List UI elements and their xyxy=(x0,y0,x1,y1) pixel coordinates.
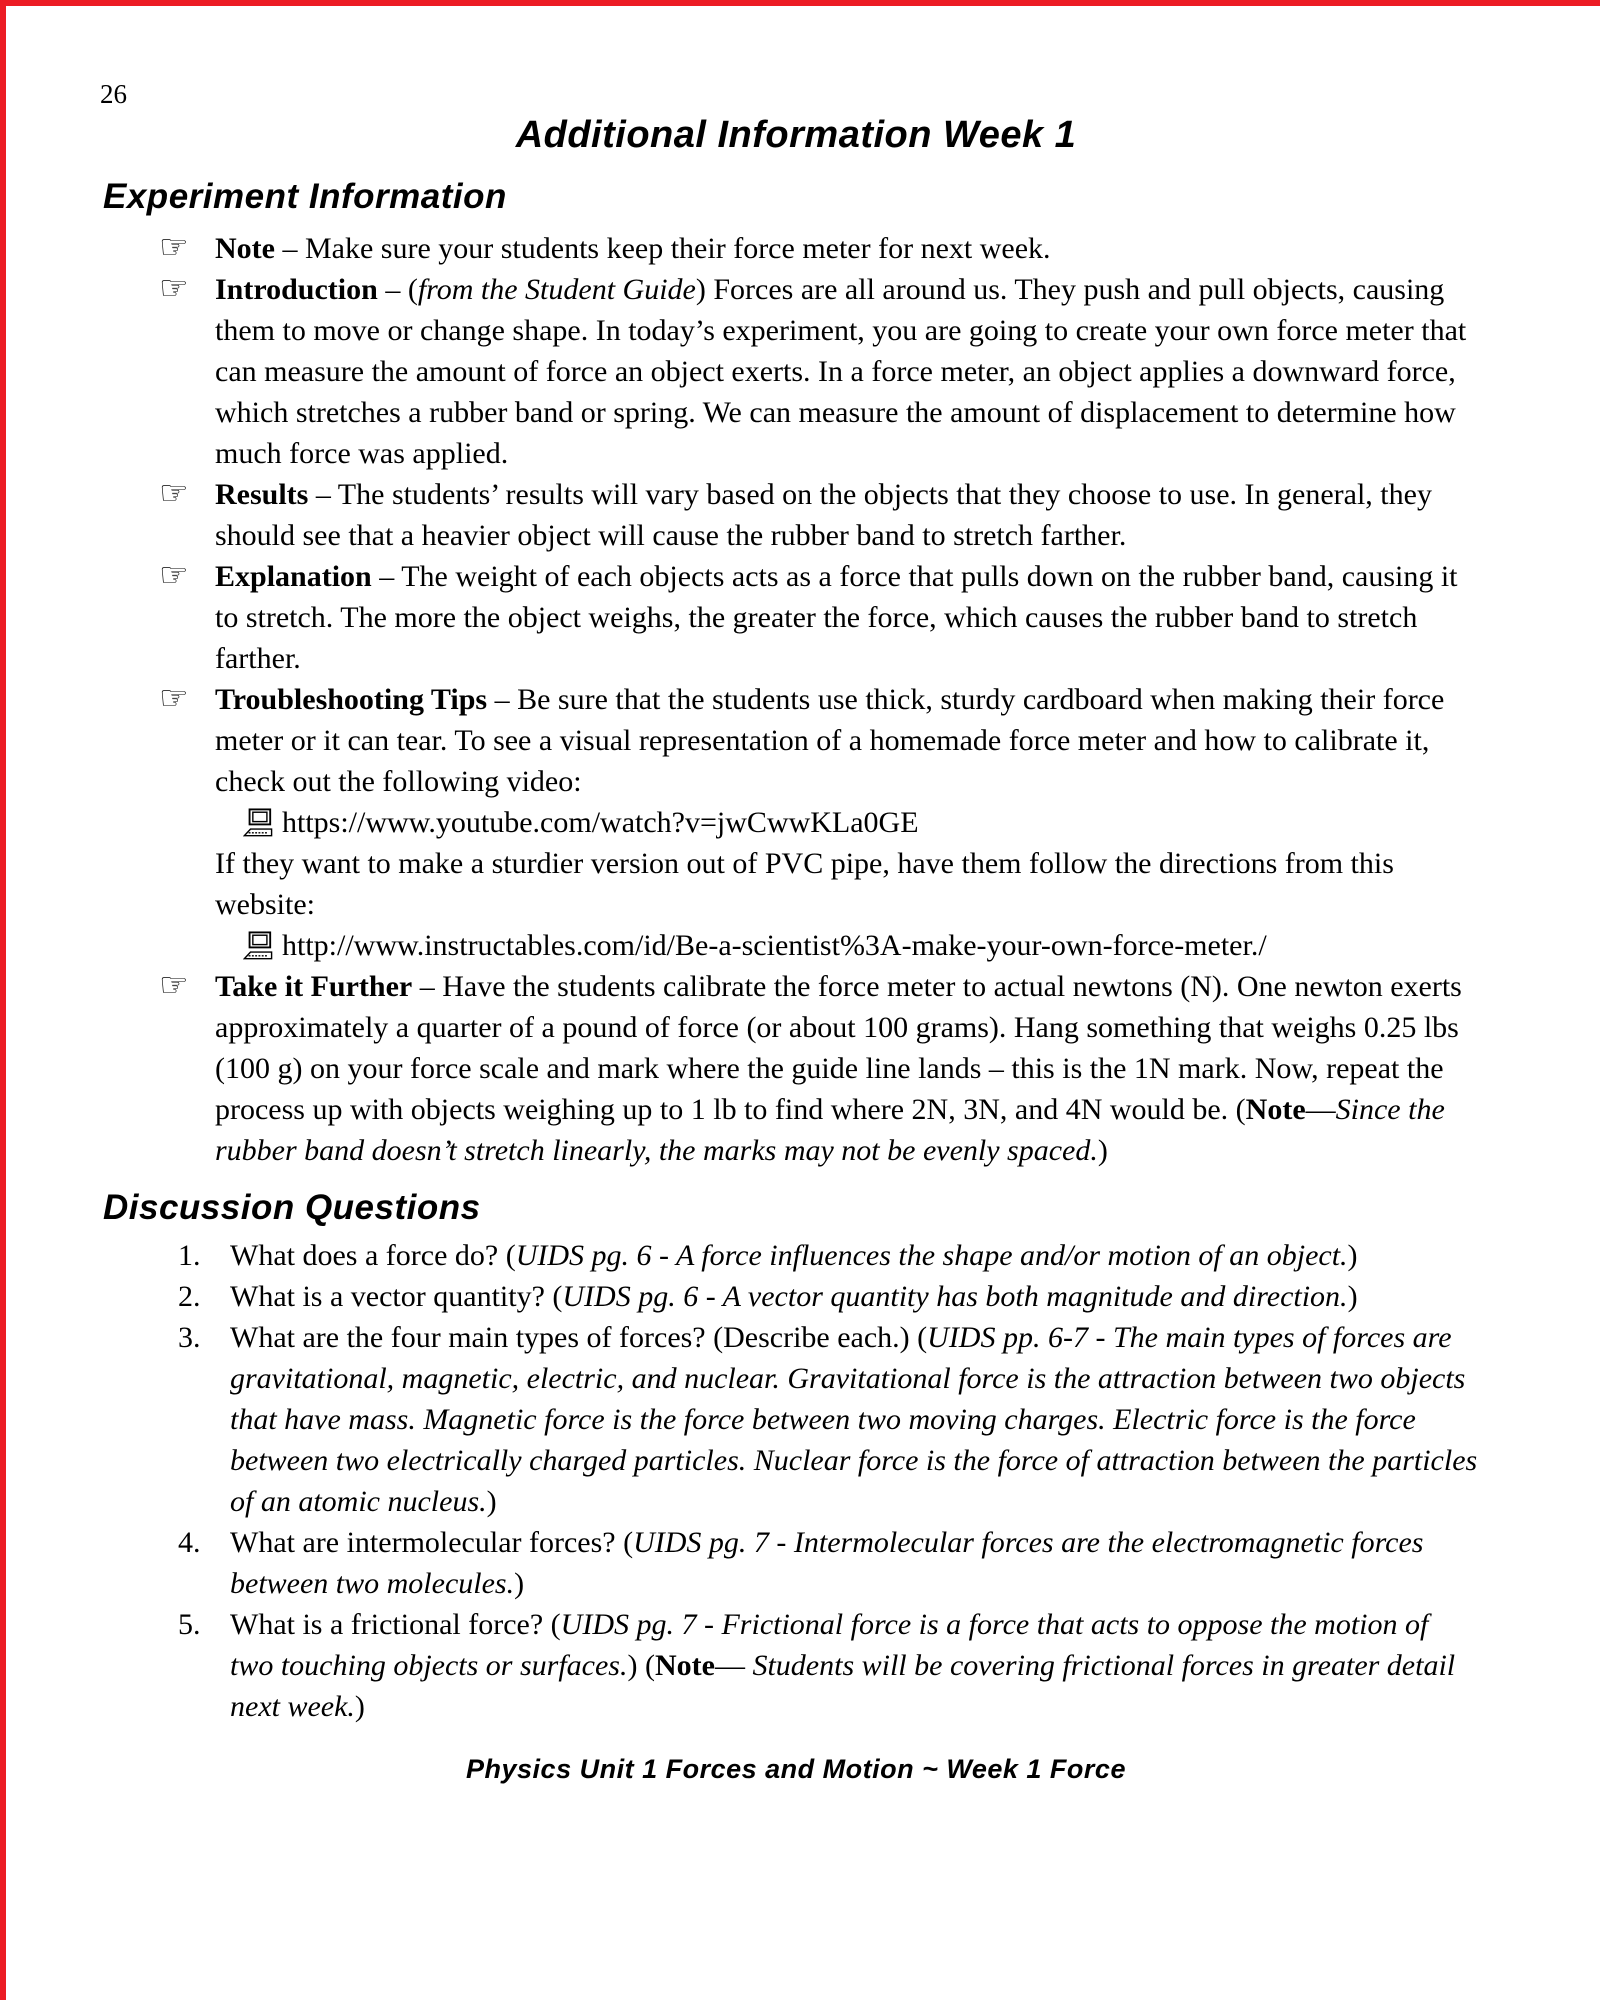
url-text[interactable]: https://www.youtube.com/watch?v=jwCwwKLa0GE xyxy=(282,806,919,839)
computer-icon xyxy=(243,931,273,961)
question-text xyxy=(230,1235,1478,1276)
experiment-item xyxy=(159,228,1477,269)
text-run: What is a vector quantity? ( xyxy=(230,1280,563,1313)
text-run: – Make sure your students keep their force meter for next week. xyxy=(274,232,1051,265)
text-run: What is a frictional force? ( xyxy=(230,1608,561,1641)
text-run: What does a force do? ( xyxy=(230,1239,516,1272)
text-run: ) Forces are all around us. They push and pull objects, causing them to move or change shape. In today’s experiment, you are going to create your own force meter that can measure the amount of force an object exerts. In a force meter, an object applies a downward force, which stretches a rubber band or spring. We can measure the amount of displacement to determine how much force was applied. xyxy=(215,273,1467,470)
item-text xyxy=(215,228,1477,269)
question-item xyxy=(178,1317,1478,1522)
text-run: Results xyxy=(215,478,309,511)
text-run: UIDS pg. 6 - A force influences the shape and/or motion of an object. xyxy=(515,1239,1348,1272)
item-text xyxy=(215,269,1477,474)
text-run: – The students’ results will vary based on the objects that they choose to use. In general, they should see that a heavier object will cause the rubber band to stretch farther. xyxy=(215,478,1432,552)
text-run: UIDS pg. 6 - A vector quantity has both magnitude and direction. xyxy=(562,1280,1348,1313)
text-run: What are intermolecular forces? ( xyxy=(230,1526,634,1559)
question-item xyxy=(178,1522,1478,1604)
text-run: Note xyxy=(215,232,275,265)
item-text xyxy=(215,843,1477,925)
text-run: ) xyxy=(1347,1239,1358,1272)
text-run: What are the four main types of forces? (Describe each.) ( xyxy=(230,1321,928,1354)
computer-icon xyxy=(243,808,273,838)
text-run: Note xyxy=(654,1649,715,1682)
question-item xyxy=(178,1276,1478,1317)
text-run: Explanation xyxy=(215,560,372,593)
text-run: Troubleshooting Tips xyxy=(215,683,488,716)
pointing-hand-icon: ☞ xyxy=(159,681,189,717)
page-border-top xyxy=(0,0,1600,6)
item-text xyxy=(215,679,1477,802)
text-run: ) xyxy=(486,1485,497,1518)
pointing-hand-icon: ☞ xyxy=(159,271,189,307)
question-number: 3. xyxy=(178,1321,201,1354)
experiment-info-list xyxy=(159,228,1477,1171)
text-run: Note xyxy=(1245,1093,1306,1126)
text-run: – ( xyxy=(377,273,418,306)
question-item xyxy=(178,1235,1478,1276)
page-border-left xyxy=(0,0,6,2000)
text-run: – The weight of each objects acts as a force that pulls down on the rubber band, causing it to stretch. The more the object weighs, the greater the force, which causes the rubber band to stretch farther. xyxy=(215,560,1458,675)
pointing-hand-icon: ☞ xyxy=(159,476,189,512)
url-link[interactable] xyxy=(243,925,1477,966)
question-item xyxy=(178,1604,1478,1727)
pointing-hand-icon: ☞ xyxy=(159,968,189,1004)
experiment-item xyxy=(159,269,1477,474)
question-text xyxy=(230,1317,1478,1522)
text-run: ) xyxy=(1347,1280,1358,1313)
text-run: UIDS pp. 6-7 - The main types of forces are gravitational, magnetic, electric, and nuclear. Gravitational force is the attraction between two objects that have mass. Magnetic force is the force between two moving charges. Electric force is the force between two electrically charged particles. Nuclear force is the force of attraction between the particles of an atomic nucleus. xyxy=(230,1321,1478,1518)
page-number: 26 xyxy=(100,79,127,109)
text-run: Introduction xyxy=(215,273,378,306)
item-text xyxy=(215,474,1477,556)
text-run: If they want to make a sturdier version out of PVC pipe, have them follow the directions from this website: xyxy=(215,847,1394,921)
text-run: ) ( xyxy=(627,1649,655,1682)
text-run: Take it Further xyxy=(215,970,413,1003)
question-number: 4. xyxy=(178,1526,201,1559)
question-number: 5. xyxy=(178,1608,201,1641)
discussion-questions-list xyxy=(178,1235,1478,1727)
page-title: Additional Information Week 1 xyxy=(515,114,1077,156)
text-run: from the Student Guide xyxy=(417,273,696,306)
section-heading-experiment-information: Experiment Information xyxy=(103,177,507,216)
experiment-item xyxy=(159,966,1477,1171)
text-run: — xyxy=(714,1649,753,1682)
question-text xyxy=(230,1276,1478,1317)
experiment-item xyxy=(159,679,1477,966)
pointing-hand-icon: ☞ xyxy=(159,230,189,266)
text-run: UIDS pg. 7 - Intermolecular forces are the electromagnetic forces between two molecules. xyxy=(230,1526,1424,1600)
experiment-item xyxy=(159,556,1477,679)
text-run: — xyxy=(1305,1093,1336,1126)
page-footer: Physics Unit 1 Forces and Motion ~ Week 1 Force xyxy=(466,1754,1126,1784)
text-run: Since the rubber band doesn’t stretch linearly, the marks may not be evenly spaced. xyxy=(215,1093,1445,1167)
text-run: ) xyxy=(1097,1134,1108,1167)
question-text xyxy=(230,1604,1478,1727)
item-text xyxy=(215,556,1477,679)
question-number: 1. xyxy=(178,1239,201,1272)
text-run: UIDS pg. 7 - Frictional force is a force that acts to oppose the motion of two touching objects or surfaces. xyxy=(230,1608,1429,1682)
pointing-hand-icon: ☞ xyxy=(159,558,189,594)
text-run: Students will be covering frictional forces in greater detail next week. xyxy=(230,1649,1456,1723)
url-link[interactable] xyxy=(243,802,1477,843)
document-page xyxy=(100,78,1492,1787)
text-run: – Have the students calibrate the force meter to actual newtons (N). One newton exerts approximately a quarter of a pound of force (or about 100 grams). Hang something that weighs 0.25 lbs (100 g) on your force scale and mark where the guide line lands – this is the 1N mark. Now, repeat the process up with objects weighing up to 1 lb to find where 2N, 3N, and 4N would be. ( xyxy=(215,970,1462,1126)
experiment-item xyxy=(159,474,1477,556)
section-heading-discussion-questions: Discussion Questions xyxy=(103,1188,481,1227)
item-text xyxy=(215,966,1477,1171)
text-run: ) xyxy=(514,1567,525,1600)
question-number: 2. xyxy=(178,1280,201,1313)
text-run: – Be sure that the students use thick, sturdy cardboard when making their force meter or it can tear. To see a visual representation of a homemade force meter and how to calibrate it, check out the following video: xyxy=(215,683,1445,798)
url-text[interactable]: http://www.instructables.com/id/Be-a-scientist%3A-make-your-own-force-meter./ xyxy=(282,929,1267,962)
text-run: ) xyxy=(354,1690,365,1723)
question-text xyxy=(230,1522,1478,1604)
